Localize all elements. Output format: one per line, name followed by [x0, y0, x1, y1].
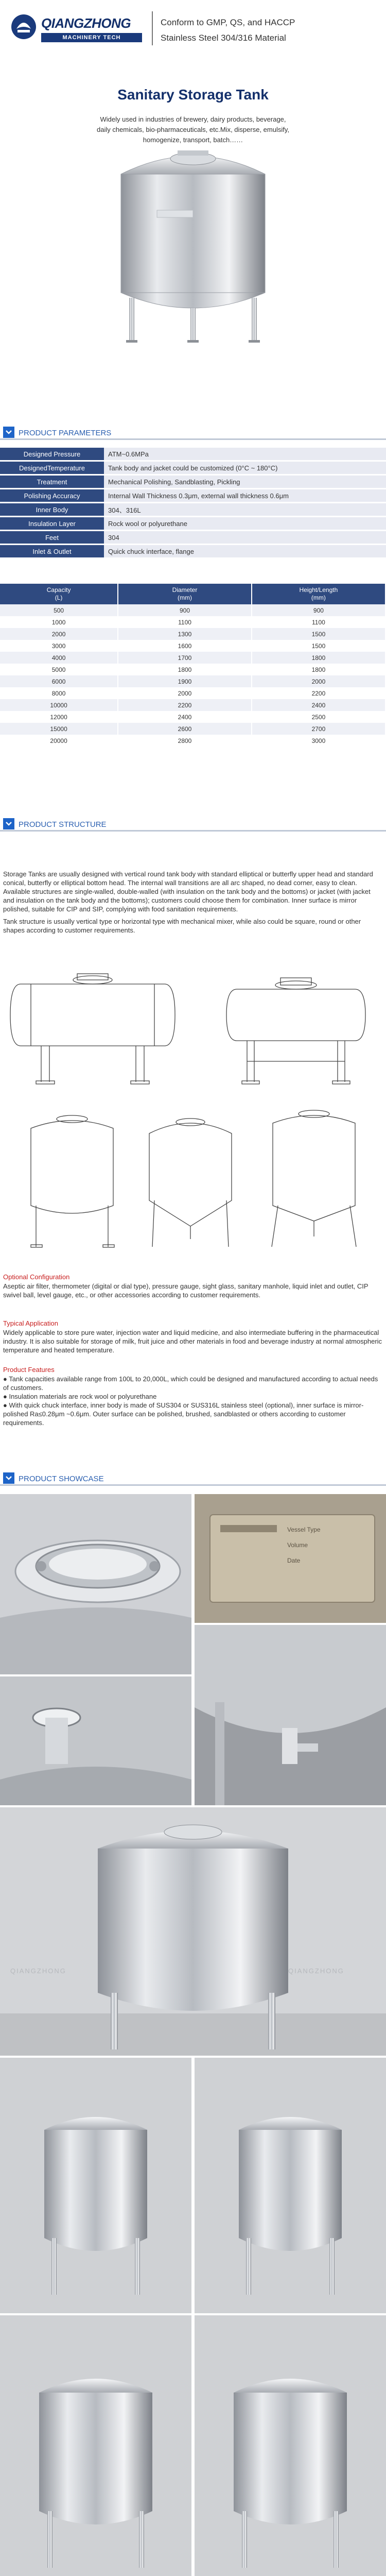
- product-feature-3: ● With quick chuck interface, inner body is made of SUS304 or SUS316L stainless steel (optional), inner surface is mirror-polished Ra≤0.28μm ~0.6μm. Outer surface can be polished, brushed, sandblasted or others according to customer requirements.: [3, 1401, 364, 1427]
- height-cell: 1500: [252, 640, 385, 652]
- nameplate-line-2: Volume: [287, 1541, 308, 1549]
- capacity-row: [0, 699, 385, 711]
- param-key: Feet: [0, 531, 104, 545]
- brand-subtitle: MACHINERY TECH: [41, 33, 142, 42]
- capacity-cell: 500: [0, 604, 118, 616]
- photo-tank-angle-1: [0, 2315, 191, 2576]
- height-cell: 1500: [252, 628, 385, 640]
- param-key: Polishing Accuracy: [0, 489, 104, 503]
- param-key: Designed Pressure: [0, 448, 104, 461]
- capacity-cell: 10000: [0, 699, 118, 711]
- structure-paragraph-2: Tank structure is usually vertical type or horizontal type with mechanical mixer, while also could be square, round or other shapes according to customer requirements.: [3, 918, 361, 934]
- photo-large-tank: [0, 1807, 386, 2056]
- param-value: Rock wool or polyurethane: [104, 517, 386, 531]
- height-cell: 900: [252, 604, 385, 616]
- section-header-parameters: [0, 423, 386, 440]
- height-cell: 1800: [252, 652, 385, 664]
- horizontal-tank-drawing: [10, 974, 175, 1084]
- param-key: DesignedTemperature: [0, 461, 104, 475]
- capacity-cell: 3000: [0, 640, 118, 652]
- param-row: [0, 545, 386, 558]
- diameter-cell: 2200: [118, 699, 252, 711]
- capacity-row: [0, 604, 385, 616]
- capacity-row: [0, 735, 385, 747]
- product-feature-2: ● Insulation materials are rock wool or polyurethane: [3, 1393, 157, 1400]
- param-key: Inlet & Outlet: [0, 545, 104, 558]
- capacity-row: [0, 723, 385, 735]
- structure-drawings: [0, 958, 386, 1257]
- height-cell: 2000: [252, 675, 385, 687]
- page-header: [0, 0, 386, 57]
- height-cell: 2200: [252, 687, 385, 699]
- param-value: Tank body and jacket could be customized (0°C ~ 180°C): [104, 461, 386, 475]
- section-chevron-icon: [3, 1472, 14, 1484]
- structure-paragraph-1: Storage Tanks are usually designed with vertical round tank body with standard elliptical or butterfly upper head and standard conical, butterfly or elliptical bottom head. The internal wall transitions are all arc shaped, no dead corner, easy to clean. Available structures are single-walled, double-walled (with insulation on the tank body and the bottoms) or jacket (with jacket and insulation on the tank body and the bottoms); customers could choose them for combination. Inner surface is mirror polished, suitable for CIP and SIP, complying with food sanitation requirements.: [3, 870, 373, 913]
- capacity-cell: 6000: [0, 675, 118, 687]
- height-cell: 1100: [252, 616, 385, 628]
- param-row: [0, 475, 386, 489]
- section-title: PRODUCT SHOWCASE: [19, 1475, 104, 1483]
- diameter-cell: 2600: [118, 723, 252, 735]
- section-header-structure: [0, 815, 386, 832]
- param-row: [0, 489, 386, 503]
- param-row: [0, 517, 386, 531]
- capacity-row: [0, 640, 385, 652]
- param-value: Quick chuck interface, flange: [104, 545, 386, 558]
- param-row: [0, 461, 386, 475]
- diameter-cell: 1700: [118, 652, 252, 664]
- parameters-table: [0, 448, 386, 559]
- height-cell: 3000: [252, 735, 385, 747]
- photo-fitting: [0, 1676, 191, 1805]
- capacity-cell: 5000: [0, 664, 118, 675]
- typical-application-title: Typical Application: [3, 1319, 58, 1327]
- header-divider: [152, 11, 153, 45]
- height-cell: 2400: [252, 699, 385, 711]
- optional-config-text: Aseptic air filter, thermometer (digital or dial type), pressure gauge, sight glass, sanitary manhole, liquid inlet and outlet, CIP swivel ball, level gauge, etc., or other accessories according to customer requirements.: [3, 1282, 369, 1299]
- product-feature-1: ● Tank capacities available range from 100L to 20,000L, which could be designed and manufactured according to actual needs of customers.: [3, 1375, 378, 1392]
- product-features-title: Product Features: [3, 1366, 55, 1374]
- height-header: Height/Length (mm): [252, 584, 385, 604]
- capacity-cell: 4000: [0, 652, 118, 664]
- height-cell: 1800: [252, 664, 385, 675]
- capacity-cell: 20000: [0, 735, 118, 747]
- capacity-cell: 12000: [0, 711, 118, 723]
- typical-application-text: Widely applicable to store pure water, injection water and liquid medicine, and also intermediate buffering in the pharmaceutical industry. It is also suitable for storage of milk, fruit juice and other materials in food and beverage industry at normal atmospheric temperature and heated temperature.: [3, 1329, 382, 1354]
- brand-logo-icon: [10, 13, 37, 40]
- param-row: [0, 448, 386, 461]
- param-key: Inner Body: [0, 503, 104, 517]
- diameter-cell: 900: [118, 604, 252, 616]
- photo-bottom-outlet: [195, 1625, 386, 1805]
- photo-manhole: [0, 1494, 191, 1674]
- capacity-table: [0, 584, 386, 747]
- watermark-right: QIANGZHONG: [288, 1967, 344, 1975]
- section-header-showcase: [0, 1469, 386, 1486]
- param-row: [0, 503, 386, 517]
- capacity-cell: 15000: [0, 723, 118, 735]
- diameter-cell: 2800: [118, 735, 252, 747]
- diameter-cell: 2000: [118, 687, 252, 699]
- capacity-row: [0, 711, 385, 723]
- vertical-tank-drawing-2: [149, 1118, 232, 1247]
- param-row: [0, 531, 386, 545]
- photo-tank-angle-2: [195, 2315, 386, 2576]
- vertical-tank-drawing-3: [272, 1110, 356, 1247]
- height-cell: 2700: [252, 723, 385, 735]
- capacity-cell: 2000: [0, 628, 118, 640]
- diameter-header: Diameter (mm): [118, 584, 252, 604]
- capacity-row: [0, 664, 385, 675]
- diameter-cell: 1900: [118, 675, 252, 687]
- capacity-row: [0, 628, 385, 640]
- page-title: Sanitary Storage Tank: [117, 87, 269, 103]
- capacity-row: [0, 675, 385, 687]
- watermark-left: QIANGZHONG: [10, 1967, 66, 1975]
- photo-tank-side: [195, 2058, 386, 2313]
- tagline-material: Stainless Steel 304/316 Material: [161, 33, 286, 43]
- section-chevron-icon: [3, 818, 14, 829]
- param-key: Insulation Layer: [0, 517, 104, 531]
- brand-name: QIANGZHONG: [41, 15, 131, 31]
- param-value: 304: [104, 531, 386, 545]
- optional-config-title: Optional Configuration: [3, 1273, 70, 1281]
- diameter-cell: 2400: [118, 711, 252, 723]
- param-value: ATM~0.6MPa: [104, 448, 386, 461]
- capacity-cell: 8000: [0, 687, 118, 699]
- nameplate-line-1: Vessel Type: [287, 1526, 321, 1533]
- capacity-row: [0, 616, 385, 628]
- diameter-cell: 1800: [118, 664, 252, 675]
- param-value: Internal Wall Thickness 0.3μm, external wall thickness 0.6μm: [104, 489, 386, 503]
- section-chevron-icon: [3, 427, 14, 438]
- tagline-compliance: Conform to GMP, QS, and HACCP: [161, 18, 295, 27]
- capacity-cell: 1000: [0, 616, 118, 628]
- diameter-cell: 1600: [118, 640, 252, 652]
- intro-text: Widely used in industries of brewery, dairy products, beverage, daily chemicals, bio-pharmaceuticals, etc.Mix, disperse, emulsify, homogenize, transport, batch……: [96, 115, 289, 144]
- height-cell: 2500: [252, 711, 385, 723]
- diameter-cell: 1300: [118, 628, 252, 640]
- param-value: Mechanical Polishing, Sandblasting, Pickling: [104, 475, 386, 489]
- hero-tank-image: [100, 143, 286, 344]
- param-key: Treatment: [0, 475, 104, 489]
- param-value: 304、316L: [104, 503, 386, 517]
- nameplate-line-3: Date: [287, 1557, 301, 1564]
- diameter-cell: 1100: [118, 616, 252, 628]
- horizontal-tank-drawing-side: [226, 978, 365, 1084]
- section-title: PRODUCT PARAMETERS: [19, 429, 112, 437]
- capacity-header: Capacity (L): [0, 584, 118, 604]
- section-title: PRODUCT STRUCTURE: [19, 820, 107, 829]
- capacity-row: [0, 687, 385, 699]
- capacity-row: [0, 652, 385, 664]
- vertical-tank-drawing-1: [31, 1115, 114, 1247]
- photo-tank-front: [0, 2058, 191, 2313]
- photo-nameplate: [195, 1494, 386, 1623]
